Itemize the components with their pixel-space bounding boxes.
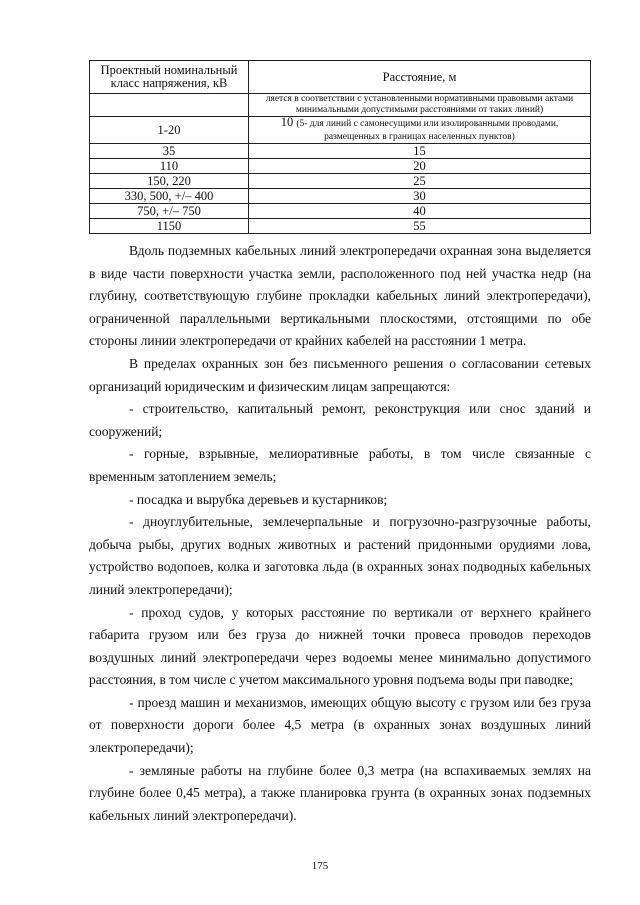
distance-value: 10 — [280, 115, 294, 129]
table-cell-distance: 30 — [249, 189, 591, 204]
table-row — [90, 219, 591, 234]
page-number: 175 — [311, 860, 329, 872]
table-cell-continuation: ляется в соответствии с установленными нормативными правовыми актами минимальными допустимыми расстояниями от таких линий) — [249, 94, 591, 117]
table-cell-voltage: 1-20 — [90, 117, 249, 144]
list-item: - посадка и вырубка деревьев и кустарников; — [129, 491, 388, 507]
protection-zone-table — [89, 60, 591, 234]
list-item: - дноуглубительные, землечерпальные и погрузочно-разгрузочные работы, добыча рыбы, других водных животных и растений придонными орудиями лова, устройство водопоев, колка и заготовка льда (в охранных зонах подводных кабельных линий электропередачи); — [89, 514, 591, 597]
table-row — [90, 117, 591, 144]
list-item: - строительство, капитальный ремонт, реконструкция или снос зданий и сооружений; — [89, 401, 591, 439]
list-item: - проход судов, у которых расстояние по вертикали от верхнего крайнего габарита грузом или без груза до нижней точки провеса проводов переходов воздушных линий электропередачи через водоемы менее минимально допустимого расстояния, в том числе с учетом максимального уровня подъема воды при паводке; — [89, 604, 591, 688]
header-distance: Расстояние, м — [249, 61, 591, 94]
table-row — [90, 159, 591, 174]
list-item: - проезд машин и механизмов, имеющих общую высоту с грузом или без груза от поверхности дороги более 4,5 метра (в охранных зонах воздушных линий электропередачи); — [89, 694, 591, 756]
table-header-row — [90, 61, 591, 94]
table-row-continuation — [90, 94, 591, 117]
table-row — [90, 174, 591, 189]
table-cell-empty — [90, 94, 249, 117]
table-cell-distance: 15 — [249, 144, 591, 159]
table-row — [90, 189, 591, 204]
table-cell-distance: 55 — [249, 219, 591, 234]
table-cell-voltage: 150, 220 — [90, 174, 249, 189]
header-voltage-class: Проектный номинальный класс напряжения, кВ — [90, 61, 249, 94]
list-item: - горные, взрывные, мелиоративные работы, в том числе связанные с временным затоплением земель; — [89, 446, 591, 484]
table-cell-voltage: 35 — [90, 144, 249, 159]
table-cell-voltage: 750, +/– 750 — [90, 204, 249, 219]
table-row — [90, 204, 591, 219]
table-cell-voltage: 110 — [90, 159, 249, 174]
paragraph: В пределах охранных зон без письменного решения о согласовании сетевых организаций юридическим и физическим лицам запрещаются: — [89, 355, 591, 394]
table-cell-distance: 40 — [249, 204, 591, 219]
body-text — [89, 240, 591, 827]
paragraph: Вдоль подземных кабельных линий электропередачи охранная зона выделяется в виде части поверхности участка земли, расположенного под ней участка недр (на глубину, соответствующую глубине прокладки кабельных линий электропередачи), ограниченной параллельными вертикальными плоскостями, отстоящими по обе стороны линии электропередачи от крайних кабелей на расстоянии 1 метра. — [89, 243, 591, 349]
table-cell-distance: 20 — [249, 159, 591, 174]
table-row — [90, 144, 591, 159]
distance-note: (5- для линий с самонесущими или изолированными проводами, размещенных в границах населенных пунктов) — [296, 119, 559, 142]
table-cell-voltage: 1150 — [90, 219, 249, 234]
table-cell-distance — [249, 117, 591, 144]
table-cell-voltage: 330, 500, +/– 400 — [90, 189, 249, 204]
table-cell-distance: 25 — [249, 174, 591, 189]
list-item: - земляные работы на глубине более 0,3 метра (на вспахиваемых землях на глубине более 0,45 метра), а также планировка грунта (в охранных зонах подземных кабельных линий электропередачи). — [89, 762, 591, 823]
